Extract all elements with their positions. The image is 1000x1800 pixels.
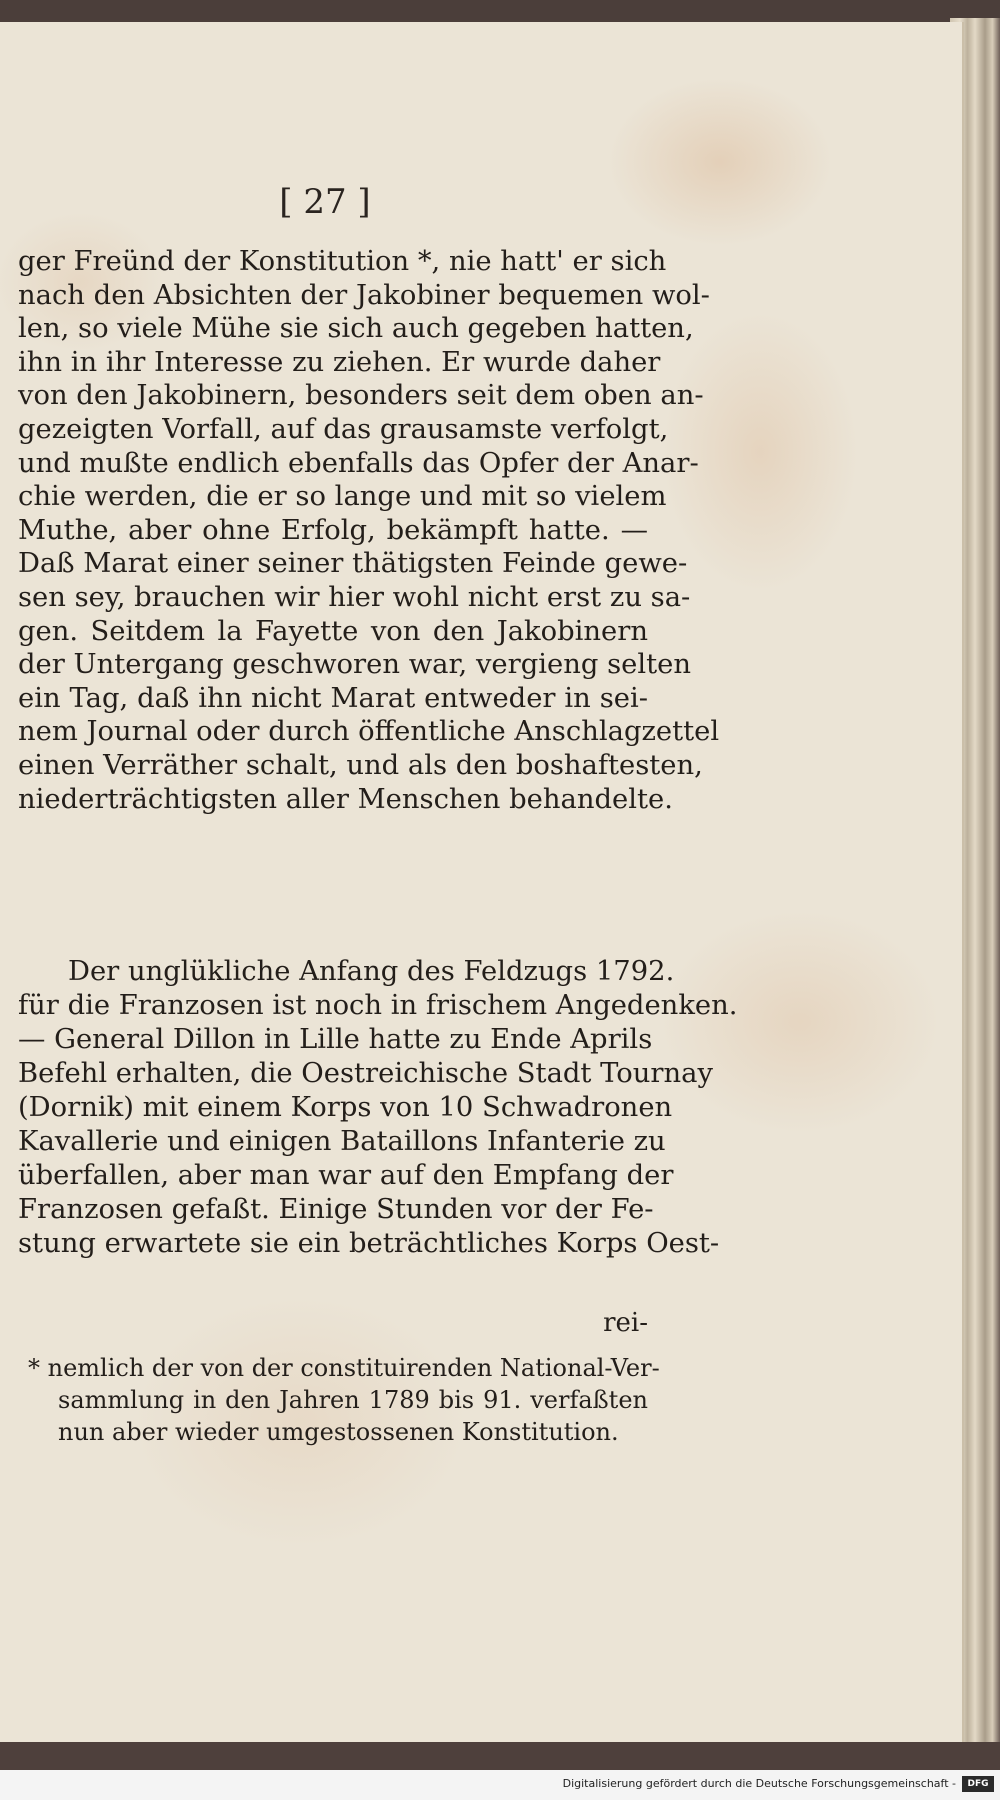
text-line: gen. Seitdem la Fayette von den Jakobinern: [18, 615, 648, 647]
text-line: ger Freünd der Konstitution *, nie hatt' er sich: [18, 246, 667, 277]
footnote-line: sammlung in den Jahren 1789 bis 91. verfaßten: [58, 1386, 648, 1414]
text-line: überfallen, aber man war auf den Empfang der: [18, 1160, 674, 1191]
text-line: len, so viele Mühe sie sich auch gegeben hatten,: [18, 313, 694, 345]
text-line: ein Tag, daß ihn nicht Marat entweder in sei-: [18, 682, 648, 714]
paragraph-1: [18, 245, 720, 816]
footnote-line: nun aber wieder umgestossenen Konstitution.: [58, 1418, 619, 1446]
catchword: rei-: [603, 1308, 648, 1338]
text-line: und mußte endlich ebenfalls das Opfer der Anar-: [18, 447, 699, 479]
text-line: von den Jakobinern, besonders seit dem oben an-: [18, 380, 704, 412]
book-page: [0, 22, 964, 1744]
text-line: niederträchtigsten aller Menschen behandelte.: [18, 783, 673, 815]
digitization-credit: Digitalisierung gefördert durch die Deutsche Forschungsgemeinschaft -: [562, 1777, 956, 1790]
footnote-line: * nemlich der von der constituirenden National-Ver-: [28, 1354, 660, 1382]
text-line: sen sey, brauchen wir hier wohl nicht erst zu sa-: [18, 581, 691, 613]
text-line: Der unglükliche Anfang des Feldzugs 1792.: [68, 956, 675, 987]
text-line: Kavallerie und einigen Bataillons Infanterie zu: [18, 1126, 666, 1157]
text-line: (Dornik) mit einem Korps von 10 Schwadronen: [18, 1092, 673, 1123]
text-line: Muthe, aber ohne Erfolg, bekämpft hatte. —: [18, 514, 648, 546]
binding-bottom-edge: [0, 1742, 1000, 1770]
text-line: ihn in ihr Interesse zu ziehen. Er wurde daher: [18, 346, 661, 378]
paragraph-2: [18, 955, 738, 1261]
text-line: Befehl erhalten, die Oestreichische Stadt Tournay: [18, 1058, 713, 1089]
text-line: einen Verräther schalt, und als den boshaftesten,: [18, 749, 703, 781]
text-line: Franzosen gefaßt. Einige Stunden vor der Fe-: [18, 1194, 654, 1225]
text-line: stung erwartete sie ein beträchtliches Korps Oest-: [18, 1228, 720, 1259]
text-line: gezeigten Vorfall, auf das grausamste verfolgt,: [18, 413, 669, 445]
dfg-logo-icon: DFG: [962, 1776, 994, 1792]
text-line: für die Franzosen ist noch in frischem Angedenken.: [18, 990, 738, 1021]
text-line: Daß Marat einer seiner thätigsten Feinde gewe-: [18, 548, 688, 580]
text-line: nach den Absichten der Jakobiner bequemen wol-: [18, 279, 710, 311]
page-number: [ 27 ]: [279, 182, 371, 222]
text-line: nem Journal oder durch öffentliche Anschlagzettel: [18, 716, 720, 748]
text-line: chie werden, die er so lange und mit so vielem: [18, 481, 667, 513]
text-line: der Untergang geschworen war, vergieng selten: [18, 649, 692, 681]
text-line: — General Dillon in Lille hatte zu Ende Aprils: [18, 1024, 653, 1055]
footnote: [28, 1352, 660, 1448]
binding-top-edge: [0, 0, 1000, 22]
